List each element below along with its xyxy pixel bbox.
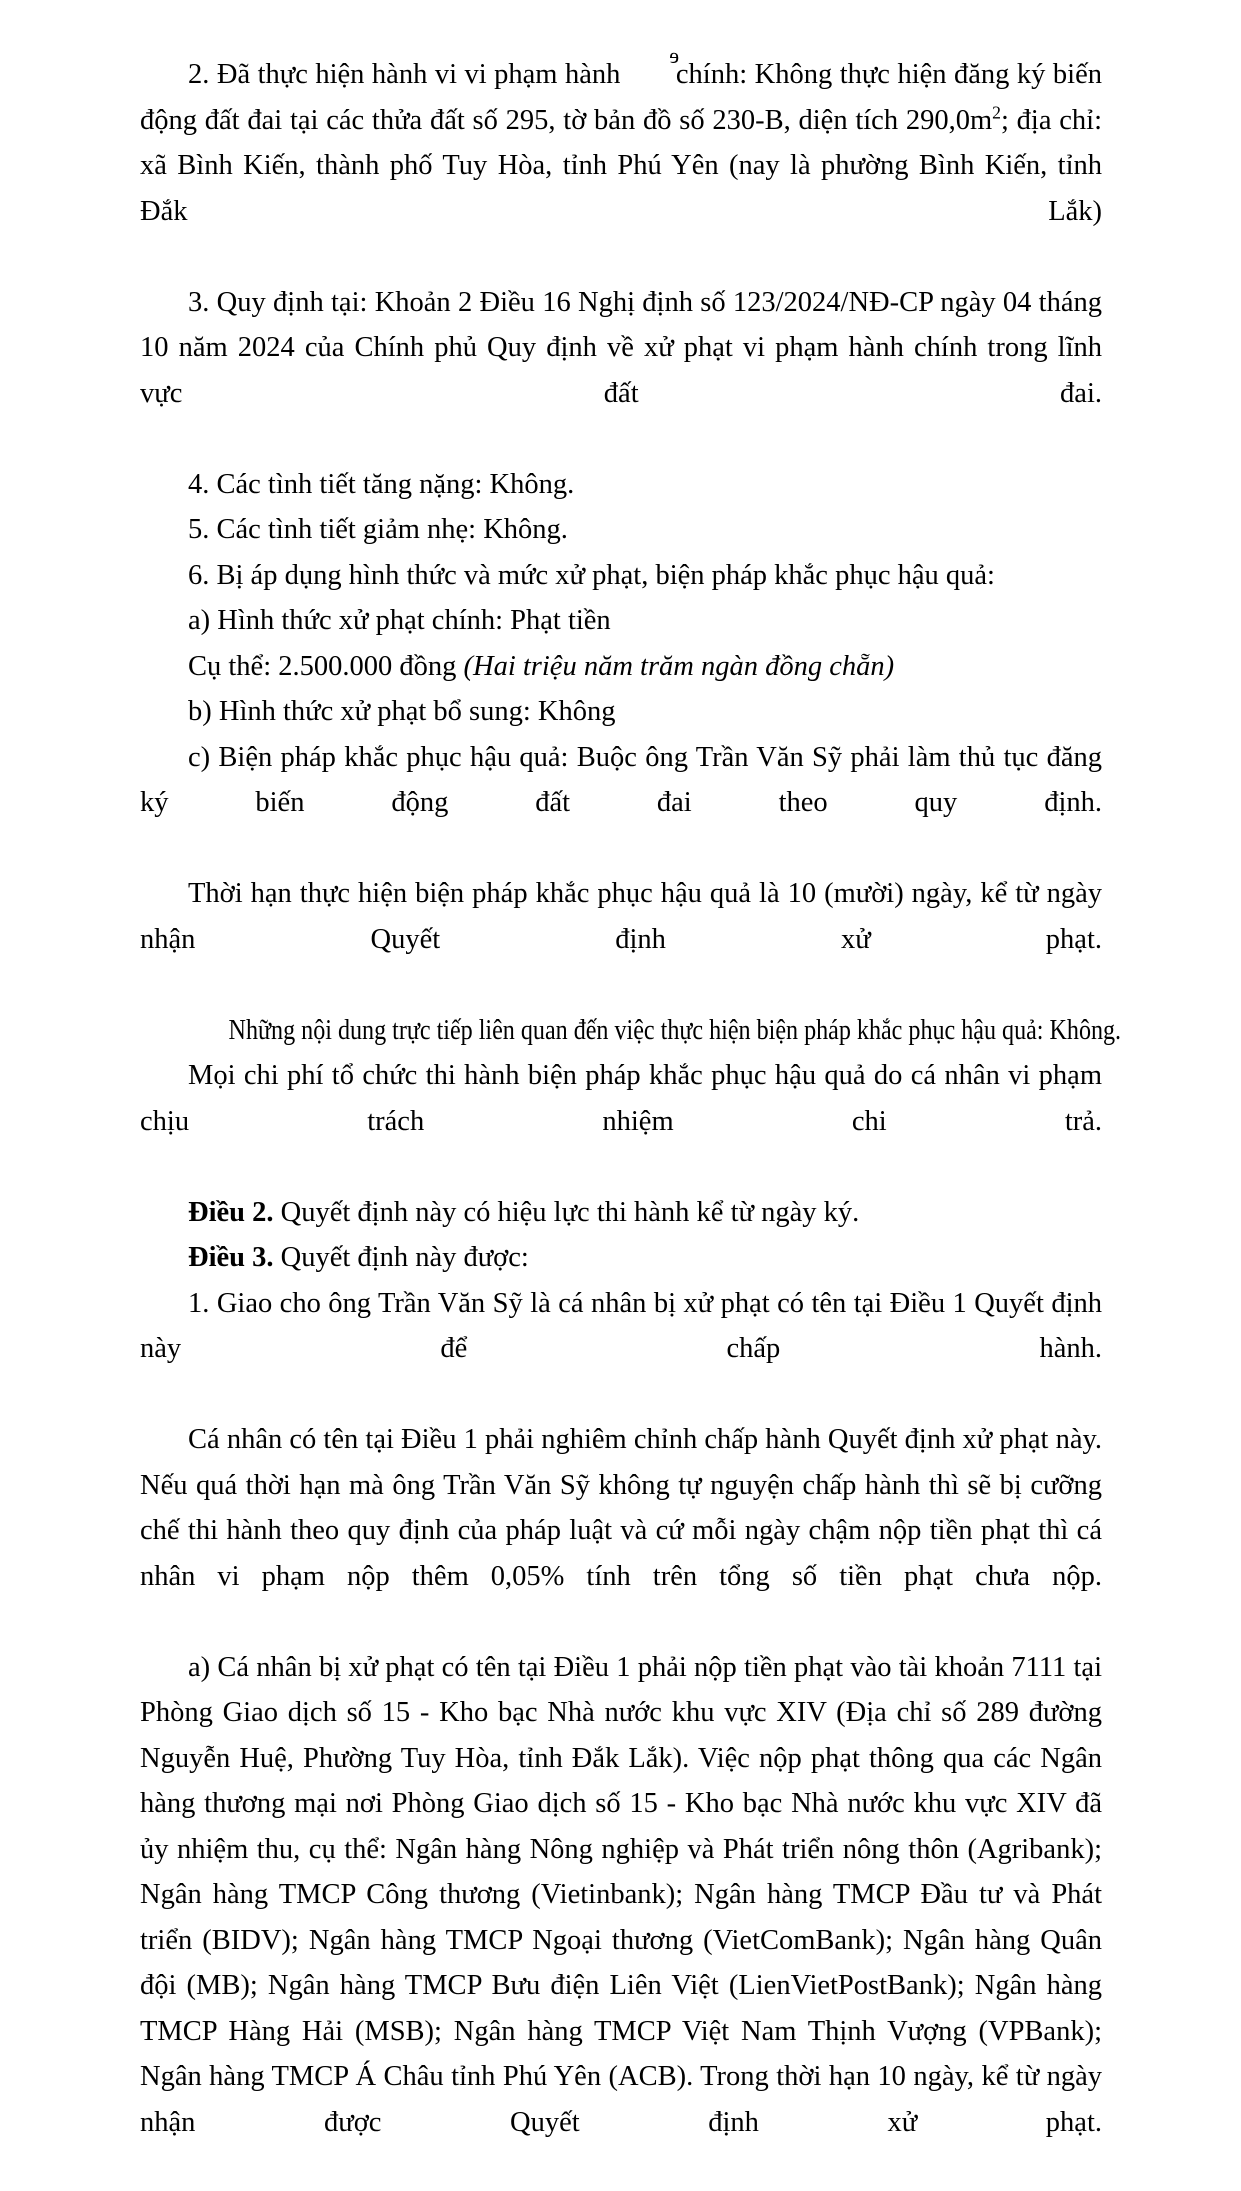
paragraph-payment-instructions: a) Cá nhân bị xử phạt có tên tại Điều 1 phải nộp tiền phạt vào tài khoản 7111 tại Phòng Giao dịch số 15 - Kho bạc Nhà nước khu vực XIV (Địa chỉ số 289 đường Nguyễn Huệ, Phường Tuy Hòa, tỉnh Đắk Lắk). Việc nộp phạt thông qua các Ngân hàng thương mại nơi Phòng Giao dịch số 15 - Kho bạc Nhà nước khu vực XIV đã ủy nhiệm thu, cụ thể: Ngân hàng Nông nghiệp và Phát triển nông thôn (Agribank); Ngân hàng TMCP Công thương (Vietinbank); Ngân hàng TMCP Đầu tư và Phát triển (BIDV); Ngân hàng TMCP Ngoại thương (VietComBank); Ngân hàng Quân đội (MB); Ngân hàng TMCP Bưu điện Liên Việt (LienVietPostBank); Ngân hàng TMCP Hàng Hải (MSB); Ngân hàng TMCP Việt Nam Thịnh Vượng (VPBank); Ngân hàng TMCP Á Châu tỉnh Phú Yên (ACB). Trong thời hạn 10 ngày, kể từ ngày nhận được Quyết định xử phạt.	[140, 1651, 1102, 2138]
paragraph-fine-amount	[140, 644, 1102, 690]
paragraph-costs: Mọi chi phí tổ chức thi hành biện pháp khắc phục hậu quả do cá nhân vi phạm chịu trách nhiệm chi trả.	[140, 1060, 1102, 1137]
paragraph-remedial-measure: c) Biện pháp khắc phục hậu quả: Buộc ông Trần Văn Sỹ phải làm thủ tục đăng ký biến động đất đai theo quy định.	[140, 741, 1102, 818]
paragraph-additional-penalty: b) Hình thức xử phạt bổ sung: Không	[188, 696, 616, 727]
paragraph-mitigating: 5. Các tình tiết giảm nhẹ: Không.	[188, 514, 568, 545]
related-content-text: Những nội dung trực tiếp liên quan đến việc thực hiện biện pháp khắc phục hậu quả: Không.	[228, 1014, 1122, 1046]
paragraph-aggravating: 4. Các tình tiết tăng nặng: Không.	[188, 468, 575, 500]
paragraph-regulation: 3. Quy định tại: Khoản 2 Điều 16 Nghị định số 123/2024/NĐ-CP ngày 04 tháng 10 năm 2024 của Chính phủ Quy định về xử phạt vi phạm hành chính trong lĩnh vực đất đai.	[140, 286, 1102, 409]
paragraph-measures-heading: 6. Bị áp dụng hình thức và mức xử phạt, biện pháp khắc phục hậu quả:	[188, 559, 995, 591]
article-2-text: Quyết định này có hiệu lực thi hành kể từ ngày ký.	[273, 1196, 860, 1228]
base-glyph: c	[675, 59, 689, 90]
article-3-text: Quyết định này được:	[273, 1242, 529, 1273]
superscript-square-meter: 2	[992, 102, 1001, 122]
paragraph-violation	[140, 43, 1102, 280]
fine-amount-prefix: Cụ thể: 2.500.000 đồng	[188, 650, 464, 682]
fine-amount-in-words: (Hai triệu năm trăm ngàn đồng chẵn)	[463, 650, 895, 682]
paragraph-assignment: 1. Giao cho ông Trần Văn Sỹ là cá nhân bị xử phạt có tên tại Điều 1 Quyết định này để chấp hành.	[140, 1287, 1102, 1364]
overlapping-glyph-artifact	[628, 43, 689, 98]
violation-rest: hính: Không thực hiện đăng ký biến động đất đai tại các thửa đất số 295, tờ bản đồ số 230-B, diện tích 290,0m	[140, 59, 1102, 136]
violation-tail: ; địa chỉ: xã Bình Kiến, thành phố Tuy Hòa, tỉnh Phú Yên (nay là phường Bình Kiến, tỉnh Đắk Lắk)	[140, 104, 1102, 227]
article-2-label: Điều 2.	[188, 1196, 274, 1228]
paragraph-article-3	[140, 1235, 1102, 1281]
violation-lead: 2. Đã thực hiện hành vi vi phạm hành	[188, 59, 628, 90]
ghost-glyph: ɘ	[669, 43, 680, 69]
article-3-label: Điều 3.	[188, 1242, 274, 1273]
paragraph-related-content	[140, 1008, 1122, 1054]
paragraph-remedial-deadline: Thời hạn thực hiện biện pháp khắc phục hậu quả là 10 (mười) ngày, kể từ ngày nhận Quyết định xử phạt.	[140, 878, 1102, 955]
paragraph-main-penalty: a) Hình thức xử phạt chính: Phạt tiền	[188, 605, 611, 636]
paragraph-compliance: Cá nhân có tên tại Điều 1 phải nghiêm chỉnh chấp hành Quyết định xử phạt này. Nếu quá thời hạn mà ông Trần Văn Sỹ không tự nguyện chấp hành thì sẽ bị cưỡng chế thi hành theo quy định của pháp luật và cứ mỗi ngày chậm nộp tiền phạt thì cá nhân vi phạm nộp thêm 0,05% tính trên tổng số tiền phạt chưa nộp.	[140, 1424, 1102, 1592]
document-body	[140, 43, 1122, 2191]
paragraph-article-2	[140, 1190, 1102, 1236]
